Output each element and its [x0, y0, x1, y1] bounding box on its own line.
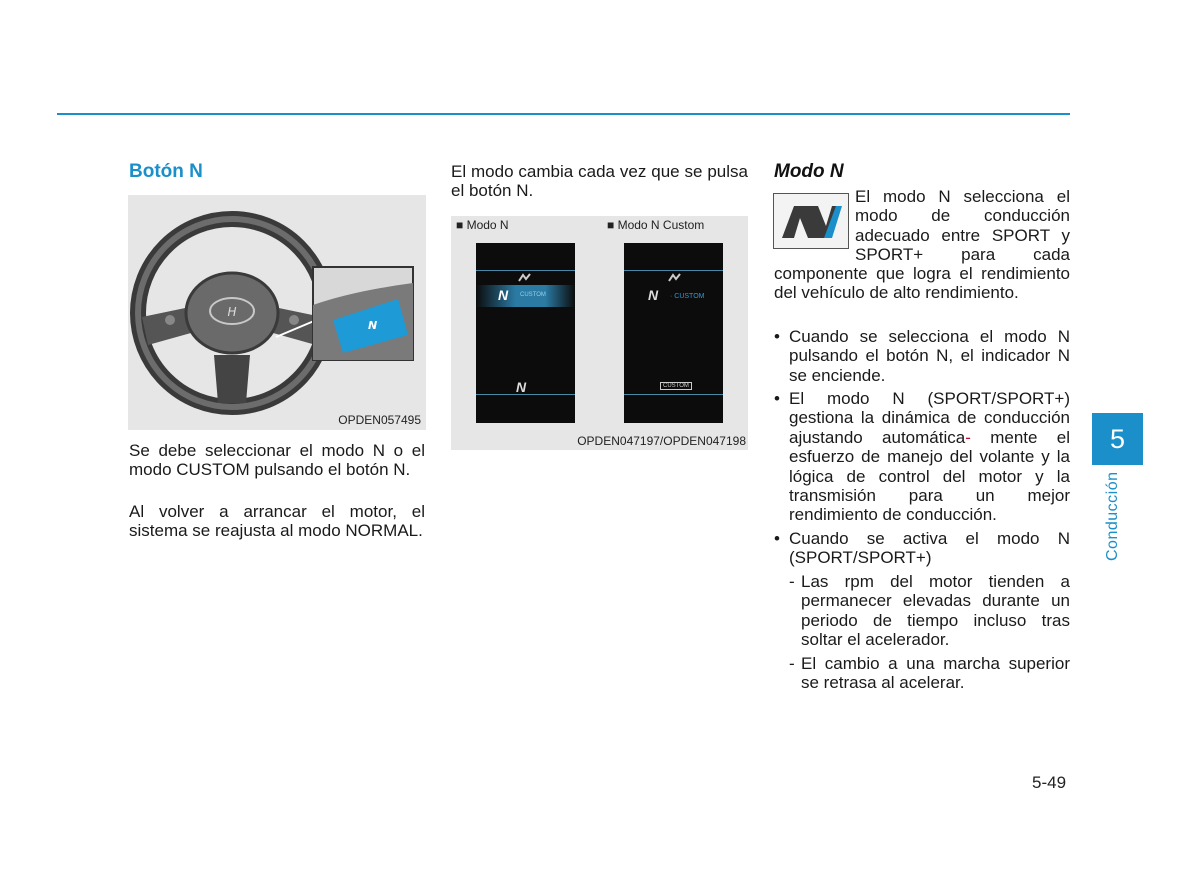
list-item [774, 327, 1070, 385]
bullet-text-part: mente el esfuerzo de manejo del volante y la lógica de control del motor y la transmisión para un mejor rendimiento de conducción. [789, 427, 1070, 525]
bullet-marker: • [774, 389, 780, 408]
cluster-screen-modo-n-custom [624, 243, 723, 423]
dash-marker: - [789, 654, 795, 673]
chapter-number-tab: 5 [1092, 413, 1143, 465]
sub-item-text: El cambio a una marcha superior se retrasa al acelerar. [801, 654, 1070, 693]
bullet-text [789, 389, 1070, 525]
chapter-name [1100, 471, 1124, 561]
section-heading-modo-n: Modo N [774, 161, 844, 182]
steering-wheel-illustration [128, 195, 426, 430]
list-item [774, 389, 1070, 525]
hyphen-mark: - [965, 427, 971, 447]
figure-caption: OPDEN047197/OPDEN047198 [577, 434, 746, 448]
bullet-text: Cuando se selecciona el modo N pulsando el botón N, el indicador N se enciende. [789, 327, 1070, 385]
paragraph-line: adecuado entre SPORT y [855, 225, 1070, 245]
cluster-screen-modo-n [476, 243, 575, 423]
custom-label: CUSTOM [520, 292, 546, 298]
paragraph: componente que logra el rendimiento del vehículo de alto rendimiento. [774, 264, 1070, 303]
svg-text:H: H [227, 305, 237, 319]
figure-caption: OPDEN057495 [338, 413, 421, 427]
drive-mode-icon [518, 273, 532, 283]
figure-label-modo-n: ■ Modo N [456, 218, 509, 232]
figure-label-modo-n-custom: ■ Modo N Custom [607, 218, 705, 232]
dash-marker: - [789, 572, 795, 591]
page-number: 5-49 [1032, 773, 1067, 792]
bullet-text-part: El modo N (SPORT/SPORT+) gestiona la dinámica de conducción ajustando automática [789, 389, 1070, 447]
steering-wheel-figure [128, 195, 426, 430]
sub-item-text: Las rpm del motor tienden a permanecer elevadas durante un periodo de tiempo incluso tras soltar el acelerador. [801, 572, 1070, 650]
paragraph-line: SPORT+ para cada [855, 245, 1070, 265]
bullet-marker: • [774, 529, 780, 548]
paragraph: El modo cambia cada vez que se pulsa el botón N. [451, 162, 748, 201]
n-mode-logo-icon: N [516, 379, 527, 395]
n-mode-logo-icon: N [498, 287, 509, 303]
list-item [774, 529, 1070, 568]
display-modes-figure [451, 216, 748, 450]
paragraph: Se debe seleccionar el modo N o el modo CUSTOM pulsando el botón N. [129, 441, 425, 480]
modo-n-intro-wrapped [855, 187, 1070, 265]
bullet-text: Cuando se activa el modo N (SPORT/SPORT+) [789, 529, 1070, 568]
drive-mode-icon [668, 273, 682, 283]
n-mode-logo-icon: N [648, 287, 659, 303]
bullet-marker: • [774, 327, 780, 346]
sub-list-item [789, 654, 1070, 693]
section-heading-boton-n: Botón N [129, 161, 203, 182]
svg-text:N: N [368, 319, 378, 332]
custom-badge: CUSTOM [660, 382, 692, 390]
paragraph: Al volver a arrancar el motor, el sistema se reajusta al modo NORMAL. [129, 502, 425, 541]
top-rule [57, 113, 1070, 115]
paragraph-line: modo de conducción [855, 206, 1070, 226]
n-mode-icon [773, 193, 849, 249]
paragraph-line: El modo N selecciona el [855, 187, 1070, 206]
sub-list-item [789, 572, 1070, 650]
custom-label: · CUSTOM [670, 293, 705, 300]
chapter-name-text: Conducción [1104, 471, 1121, 561]
